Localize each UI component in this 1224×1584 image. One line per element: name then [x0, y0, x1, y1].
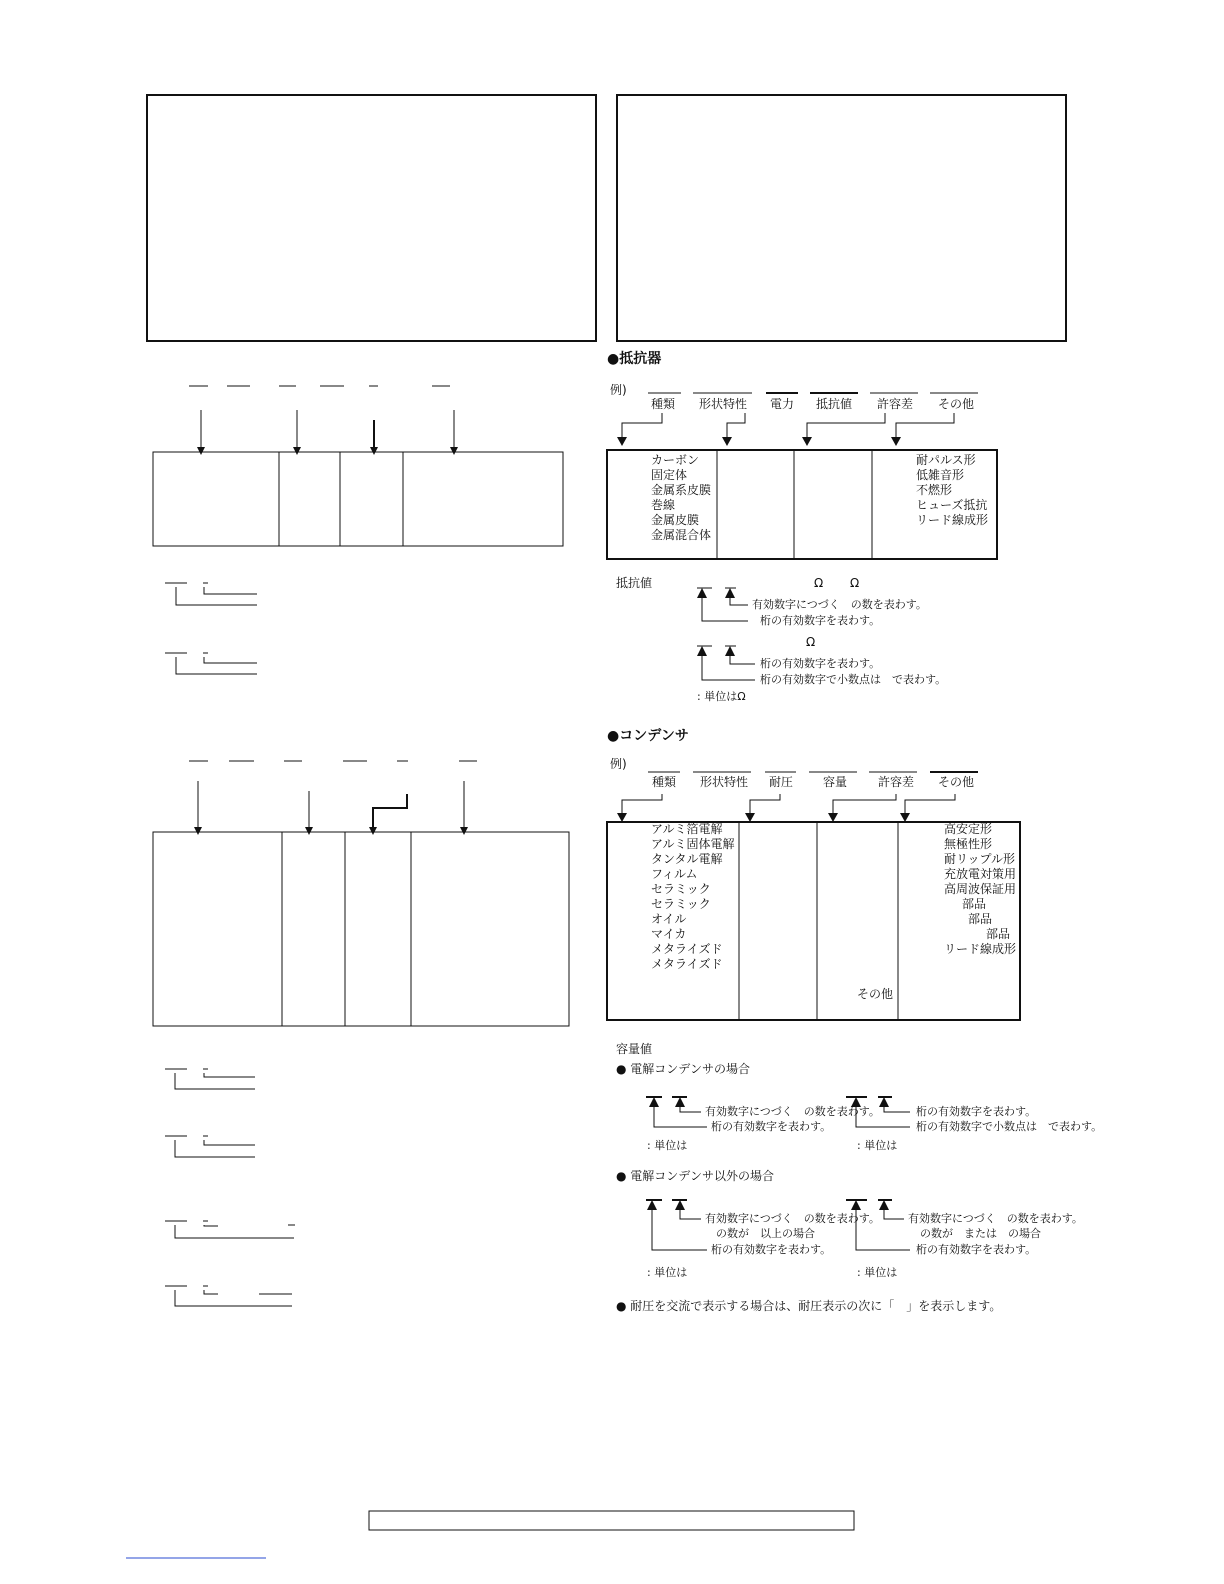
resistor-unit-omega-3: Ω [806, 635, 816, 649]
capacitor-case2-note-a1: 有効数字につづく の数を表わす。 [705, 1212, 880, 1225]
list-item: フィルム [651, 867, 698, 881]
capacitor-other-list [900, 822, 1017, 957]
list-item: セラミック [651, 897, 711, 911]
list-item: セラミック [651, 882, 711, 896]
resistor-note-1: 有効数字につづく の数を表わす。 [752, 598, 927, 611]
list-item: 無極性形 [944, 837, 993, 851]
capacitor-heading: ●コンデンサ [607, 728, 689, 744]
list-item: 部品 [968, 912, 993, 926]
list-item: 金属混合体 [651, 528, 712, 542]
resistor-type-list [651, 453, 711, 543]
resistor-note-4: 桁の有効数字で小数点は で表わす。 [760, 673, 947, 686]
list-item: マイカ [651, 927, 687, 941]
list-item: 部品 [986, 927, 1011, 941]
list-item: 固定体 [651, 468, 688, 482]
capacitor-value-label: 容量値 [616, 1042, 653, 1056]
capacitor-field-voltage: 耐圧 [769, 775, 794, 789]
capacitor-field-type: 種類 [652, 775, 677, 789]
capacitor-ac-note: ● 耐圧を交流で表示する場合は、耐圧表示の次に「 」を表示します。 [616, 1299, 1002, 1313]
list-item: 高周波保証用 [944, 882, 1017, 896]
list-item: 低雑音形 [916, 468, 965, 482]
capacitor-field-shape: 形状特性 [700, 775, 749, 789]
capacitor-case2-note-a3: 桁の有効数字を表わす。 [711, 1243, 832, 1256]
resistor-example-label: 例) [610, 383, 627, 397]
capacitor-type-list [651, 822, 735, 972]
resistor-heading: ●抵抗器 [607, 351, 662, 367]
resistor-unit-omega-1: Ω [814, 576, 824, 590]
resistor-unit-note: : 単位はΩ [697, 690, 746, 703]
capacitor-case2-note-b2: の数が または の場合 [920, 1227, 1041, 1240]
capacitor-example-label: 例) [610, 757, 627, 771]
capacitor-field-tolerance: 許容差 [878, 775, 915, 789]
capacitor-case1-note-a1: 有効数字につづく の数を表わす。 [705, 1105, 880, 1118]
capacitor-field-other: その他 [938, 775, 975, 789]
list-item: カーボン [651, 453, 700, 467]
capacitor-case1-note-a2: 桁の有効数字を表わす。 [711, 1120, 832, 1133]
capacitor-case1-label: ● 電解コンデンサの場合 [616, 1062, 751, 1076]
resistor-field-type: 種類 [651, 397, 676, 411]
capacitor-unit-b: : 単位は [857, 1139, 898, 1152]
resistor-field-power: 電力 [770, 397, 795, 411]
capacitor-case1-note-b2: 桁の有効数字で小数点は で表わす。 [916, 1120, 1103, 1133]
resistor-field-shape: 形状特性 [699, 397, 748, 411]
list-item: 充放電対策用 [944, 867, 1017, 881]
list-item: タンタル電解 [651, 852, 723, 866]
list-item: オイル [651, 912, 687, 926]
list-item: アルミ固体電解 [651, 837, 735, 851]
capacitor-case1-note-b1: 桁の有効数字を表わす。 [916, 1105, 1037, 1118]
list-item: メタライズド [651, 957, 723, 971]
capacitor-case2-note-a2: の数が 以上の場合 [716, 1227, 815, 1240]
list-item: ヒューズ抵抗 [916, 498, 988, 512]
resistor-other-list [916, 453, 988, 528]
resistor-note-3: 桁の有効数字を表わす。 [760, 657, 881, 670]
list-item: 不燃形 [916, 483, 953, 497]
resistor-value-label: 抵抗値 [616, 576, 653, 590]
list-item: アルミ箔電解 [651, 822, 723, 836]
capacitor-field-capacity: 容量 [823, 775, 848, 789]
capacitor-unit-a: : 単位は [647, 1139, 688, 1152]
list-item: 部品 [962, 897, 987, 911]
list-item: 金属系皮膜 [651, 483, 712, 497]
list-item: 耐パルス形 [916, 453, 976, 467]
capacitor-capacity-other: その他 [857, 987, 894, 1001]
list-item: 巻線 [651, 498, 676, 512]
list-item: メタライズド [651, 942, 723, 956]
resistor-field-other: その他 [938, 397, 975, 411]
list-item: 高安定形 [944, 822, 993, 836]
list-item: リード線成形 [916, 513, 989, 527]
list-item: リード線成形 [944, 942, 1017, 956]
capacitor-case2-note-b3: 桁の有効数字を表わす。 [916, 1243, 1037, 1256]
capacitor-case2-note-b1: 有効数字につづく の数を表わす。 [908, 1212, 1083, 1225]
resistor-field-tolerance: 許容差 [877, 397, 914, 411]
capacitor-case2-label: ● 電解コンデンサ以外の場合 [616, 1169, 775, 1183]
resistor-note-2: 桁の有効数字を表わす。 [760, 614, 881, 627]
capacitor-unit-c: : 単位は [647, 1266, 688, 1279]
resistor-field-value: 抵抗値 [816, 397, 853, 411]
capacitor-unit-d: : 単位は [857, 1266, 898, 1279]
resistor-unit-omega-2: Ω [850, 576, 860, 590]
list-item: 耐リップル形 [944, 852, 1016, 866]
list-item: 金属皮膜 [651, 513, 700, 527]
